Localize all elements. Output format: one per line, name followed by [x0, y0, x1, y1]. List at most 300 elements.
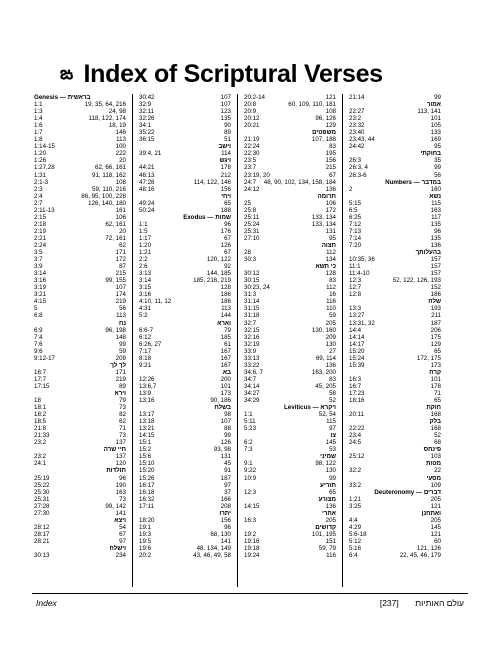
parsha-heading-label: לך לך: [110, 361, 126, 369]
verse-reference: 12:8: [349, 291, 362, 299]
verse-entry: [349, 552, 441, 559]
verse-reference: 3:19: [34, 284, 47, 292]
verse-entry: [139, 482, 231, 489]
page-references: 135: [430, 234, 441, 242]
page-references: 65: [329, 488, 336, 496]
verse-reference: 25:19: [34, 474, 50, 482]
verse-reference: 10:9: [244, 474, 257, 482]
verse-entry: [349, 496, 441, 503]
page-references: 99, 155: [105, 277, 126, 285]
verse-reference: 1:5: [139, 227, 148, 235]
parsha-heading-label: וישלח: [109, 545, 126, 552]
verse-entry: [139, 411, 231, 418]
page-references: 48, 134, 149: [196, 545, 231, 552]
verse-reference: 1:26: [34, 157, 47, 165]
verse-entry: [244, 390, 336, 397]
verse-entry: [349, 531, 441, 538]
verse-entry: [139, 524, 231, 531]
page-references: 79: [224, 326, 231, 334]
verse-entry: [244, 284, 336, 291]
page-references: 88: [224, 425, 231, 433]
book-heading-label: Genesis — בראשית: [34, 94, 91, 101]
page-references: 121: [430, 530, 441, 538]
verse-reference: 34:7: [244, 375, 257, 383]
page-references: 61: [224, 340, 231, 348]
verse-entry: [349, 129, 441, 136]
parsha-heading: [349, 475, 441, 482]
parsha-heading: [349, 193, 441, 200]
verse-entry: [34, 270, 126, 277]
verse-reference: 2:21: [34, 234, 47, 242]
verse-reference: 7:14: [349, 234, 362, 242]
verse-entry: [349, 467, 441, 474]
page-references: 113: [116, 136, 126, 144]
parsha-heading: [34, 362, 126, 369]
parsha-heading: [244, 510, 336, 517]
page-references: 95: [329, 234, 336, 242]
verse-reference: 23:2: [349, 115, 362, 123]
page-references: 116: [326, 298, 336, 306]
verse-entry: [244, 235, 336, 242]
parsha-heading-label: תולדות: [106, 467, 126, 475]
verse-reference: 18:16: [349, 397, 365, 405]
verse-reference: 26:3, 4: [349, 164, 368, 172]
verse-reference: 25:31: [244, 227, 260, 235]
page-references: 97: [224, 481, 231, 489]
page-references: 173: [220, 389, 231, 397]
verse-reference: 21:33: [34, 432, 50, 440]
page-references: 141: [115, 509, 126, 517]
verse-entry: [349, 390, 441, 397]
verse-entry: [34, 249, 126, 256]
page-references: 185, 216, 219: [193, 277, 231, 285]
verse-reference: 32:16: [244, 333, 260, 341]
verse-entry: [139, 390, 231, 397]
verse-entry: [244, 460, 336, 467]
verse-entry: [139, 341, 231, 348]
page-number: [237]: [379, 598, 399, 608]
verse-reference: 9:21: [139, 361, 152, 369]
verse-reference: 16:3: [244, 516, 257, 524]
page-references: 99, 142: [105, 502, 126, 510]
page-references: 131: [325, 227, 336, 235]
page-references: 126: [220, 439, 231, 447]
page-references: 91, 118, 162: [92, 171, 126, 179]
page-references: 87: [119, 263, 126, 271]
parsha-heading: [34, 467, 126, 474]
verse-entry: [244, 200, 336, 207]
page-references: 27: [329, 347, 336, 355]
page-references: 130, 160: [311, 326, 336, 334]
page-references: 67: [329, 171, 336, 179]
verse-entry: [34, 538, 126, 545]
verse-entry: [139, 327, 231, 334]
parsha-heading: [244, 242, 336, 249]
verse-entry: [244, 312, 336, 319]
page-references: 187: [430, 319, 441, 327]
book-heading-label: Numbers — במדבר: [385, 178, 441, 186]
verse-entry: [34, 179, 126, 186]
page-references: 62, 66, 161: [95, 164, 126, 172]
verse-entry: [244, 136, 336, 143]
verse-entry: [244, 270, 336, 277]
verse-reference: 22:30: [244, 150, 260, 158]
verse-entry: [139, 545, 231, 552]
verse-reference: 27:10: [244, 234, 260, 242]
verse-entry: [244, 411, 336, 418]
parsha-heading-label: מצורע: [318, 495, 336, 503]
verse-reference: 25:24: [244, 220, 260, 228]
verse-entry: [34, 404, 126, 411]
page-references: 126, 140, 180: [88, 199, 126, 207]
page-references: 73: [119, 404, 126, 412]
verse-entry: [349, 482, 441, 489]
verse-entry: [349, 305, 441, 312]
page-references: 130: [325, 467, 336, 475]
verse-entry: [139, 242, 231, 249]
verse-entry: [34, 348, 126, 355]
page-references: 62: [119, 418, 126, 426]
page-references: 121, 126: [416, 545, 441, 552]
verse-entry: [349, 263, 441, 270]
verse-entry: [34, 115, 126, 122]
page-references: 120: [115, 460, 126, 468]
verse-reference: 3:13: [139, 270, 152, 278]
verse-reference: 28:21: [34, 537, 50, 545]
page-references: 222: [115, 150, 126, 158]
verse-reference: 9:12-17: [34, 354, 55, 362]
parsha-heading: [349, 150, 441, 157]
verse-reference: 1:20: [139, 241, 152, 249]
verse-reference: 8:18: [139, 354, 152, 362]
verse-reference: 30:42: [139, 94, 155, 101]
verse-reference: 23:43, 44: [349, 136, 375, 144]
verse-reference: 19:2: [244, 530, 257, 538]
verse-reference: 10:35, 36: [349, 256, 375, 264]
parsha-heading-label: נח: [118, 319, 126, 327]
verse-entry: [244, 150, 336, 157]
verse-reference: 5: [34, 305, 38, 313]
parsha-heading: [34, 320, 126, 327]
verse-entry: [139, 221, 231, 228]
verse-reference: 2:19: [34, 227, 47, 235]
verse-reference: 3:16: [34, 277, 47, 285]
verse-entry: [349, 439, 441, 446]
parsha-heading-label: תצוה: [321, 241, 336, 249]
footer-hebrew-title: עולם האותיות: [415, 598, 464, 608]
column-divider: [132, 94, 133, 587]
verse-entry: [244, 298, 336, 305]
verse-entry: [349, 517, 441, 524]
verse-entry: [34, 524, 126, 531]
page-references: 211: [431, 312, 441, 320]
page-references: 118, 122, 174: [88, 115, 126, 123]
page-references: 212: [220, 171, 231, 179]
verse-entry: [34, 214, 126, 221]
verse-reference: 3:25: [349, 502, 362, 510]
page-references: 157: [430, 263, 441, 271]
page-references: 45: [224, 460, 231, 468]
verse-entry: [34, 235, 126, 242]
page-references: 100: [115, 143, 126, 151]
verse-entry: [349, 383, 441, 390]
parsha-heading-label: וישב: [218, 143, 231, 151]
verse-entry: [244, 143, 336, 150]
parsha-heading: [139, 157, 231, 164]
verse-entry: [349, 157, 441, 164]
verse-reference: 18:1: [34, 404, 47, 412]
verse-entry: [139, 101, 231, 108]
verse-entry: [244, 115, 336, 122]
verse-reference: 25:12: [349, 453, 365, 461]
page-references: 113: [221, 305, 231, 313]
parsha-heading: [349, 298, 441, 305]
verse-reference: 22:27: [349, 108, 365, 116]
verse-reference: 19:24: [244, 552, 260, 560]
verse-reference: 1:1: [139, 220, 148, 228]
verse-entry: [34, 263, 126, 270]
parsha-heading-label: קדושים: [315, 523, 336, 531]
page-references: 107: [220, 101, 231, 109]
verse-entry: [139, 235, 231, 242]
page-references: 115: [431, 199, 441, 207]
page-references: 43, 46, 49, 58: [193, 552, 231, 560]
verse-reference: 13:6,7: [139, 382, 157, 390]
verse-reference: 3:7: [34, 256, 43, 264]
page-references: 136: [325, 502, 336, 510]
page-references: 208: [220, 502, 231, 510]
page-references: 133, 134: [311, 213, 336, 221]
parsha-heading: [349, 369, 441, 376]
verse-entry: [349, 277, 441, 284]
verse-reference: 1:14-15: [34, 143, 55, 151]
verse-reference: 28:12: [34, 523, 50, 531]
page-references: 56: [119, 305, 126, 313]
page-references: 97: [329, 425, 336, 433]
verse-entry: [139, 503, 231, 510]
page-references: 128: [220, 284, 231, 292]
verse-reference: 39:4, 21: [139, 150, 162, 158]
verse-reference: 12:7: [349, 284, 362, 292]
verse-reference: 7:13: [349, 227, 362, 235]
verse-reference: 13:21: [139, 425, 155, 433]
verse-entry: [349, 143, 441, 150]
page-references: 129: [430, 340, 441, 348]
parsha-heading: [244, 524, 336, 531]
page-references: 161: [115, 206, 126, 214]
verse-reference: 34:1: [139, 122, 152, 130]
verse-reference: 14:15: [139, 432, 155, 440]
verse-reference: 7:17: [139, 347, 152, 355]
page-references: 167: [220, 354, 231, 362]
page-references: 234: [115, 552, 126, 560]
verse-reference: 20:2-14: [244, 94, 265, 101]
verse-entry: [34, 277, 126, 284]
page-references: 73: [119, 495, 126, 503]
parsha-heading: [349, 510, 441, 517]
verse-entry: [244, 277, 336, 284]
verse-reference: 24:42: [349, 143, 365, 151]
page-references: 188: [220, 206, 231, 214]
verse-reference: 15:1: [139, 439, 152, 447]
parsha-heading: [34, 517, 126, 524]
verse-entry: [349, 164, 441, 171]
verse-entry: [244, 475, 336, 482]
page-references: 156: [220, 185, 231, 193]
verse-reference: 4:29: [349, 523, 362, 531]
verse-reference: 4:15: [34, 298, 47, 306]
verse-reference: 19:16: [244, 537, 260, 545]
verse-reference: 5:6-18: [349, 530, 367, 538]
index-column-4: [349, 94, 441, 559]
parsha-heading-label: שלח: [428, 298, 441, 306]
verse-entry: [139, 129, 231, 136]
verse-reference: 36:15: [139, 136, 155, 144]
verse-entry: [139, 256, 231, 263]
verse-reference: 15:6: [139, 453, 152, 461]
verse-reference: 12:3: [244, 488, 257, 496]
verse-entry: [244, 552, 336, 559]
verse-entry: [34, 101, 126, 108]
page-references: 83: [329, 375, 336, 383]
page-references: 157: [430, 270, 441, 278]
verse-reference: 30:3: [244, 256, 257, 264]
page-references: 115: [326, 418, 336, 426]
verse-reference: 16:7: [349, 382, 362, 390]
verse-entry: [34, 172, 126, 179]
page-references: 90, 186: [210, 397, 231, 405]
page-references: 58: [329, 389, 336, 397]
verse-reference: 24:12: [244, 185, 260, 193]
parsha-heading: [349, 249, 441, 256]
verse-reference: 16:32: [139, 495, 155, 503]
verse-entry: [34, 531, 126, 538]
page-references: 48, 90, 102, 134, 158, 184: [263, 178, 336, 186]
verse-reference: 7:20: [349, 241, 362, 249]
verse-reference: 32:2: [349, 467, 362, 475]
page-references: 69, 114: [315, 354, 336, 362]
verse-entry: [244, 362, 336, 369]
page-references: 45, 205: [315, 382, 336, 390]
verse-entry: [139, 94, 231, 101]
verse-entry: [244, 545, 336, 552]
page-references: 101, 195: [311, 530, 336, 538]
verse-reference: 14:17: [349, 340, 365, 348]
verse-entry: [349, 172, 441, 179]
verse-entry: [34, 383, 126, 390]
page-references: 128: [325, 270, 336, 278]
verse-reference: 1:1: [34, 101, 43, 109]
page-references: 101: [430, 375, 441, 383]
verse-reference: 1:21: [139, 249, 152, 257]
verse-reference: 31:15: [244, 305, 260, 313]
verse-reference: 32:7: [244, 319, 257, 327]
page-references: 176: [220, 227, 231, 235]
page-references: 53: [329, 446, 336, 454]
verse-reference: 7:3: [244, 446, 253, 454]
verse-reference: 23:32: [349, 122, 365, 130]
verse-entry: [34, 136, 126, 143]
verse-reference: 3:21: [34, 291, 47, 299]
verse-reference: 30:13: [34, 552, 50, 560]
verse-entry: [244, 327, 336, 334]
verse-entry: [139, 552, 231, 559]
verse-entry: [244, 489, 336, 496]
index-column-1: [34, 94, 126, 559]
parsha-heading-label: בשלח: [214, 404, 231, 412]
page-references: 62: [119, 241, 126, 249]
footer-page-info: [380, 598, 464, 608]
verse-entry: [244, 517, 336, 524]
page-references: 107: [115, 284, 126, 292]
parsha-heading-label: נשא: [429, 192, 441, 200]
page-references: 99: [434, 94, 441, 101]
verse-entry: [139, 164, 231, 171]
verse-reference: 1:4: [34, 115, 43, 123]
page-references: 65: [434, 347, 441, 355]
verse-entry: [139, 418, 231, 425]
parsha-heading: [349, 460, 441, 467]
verse-entry: [34, 193, 126, 200]
verse-entry: [349, 538, 441, 545]
verse-reference: 1:17: [139, 234, 152, 242]
page-references: 186: [430, 291, 441, 299]
column-divider: [237, 94, 238, 587]
verse-entry: [34, 369, 126, 376]
verse-entry: [244, 397, 336, 404]
verse-reference: 23:7: [244, 164, 257, 172]
parsha-heading-label: וארא: [217, 319, 231, 327]
verse-entry: [244, 355, 336, 362]
verse-entry: [139, 277, 231, 284]
verse-reference: 15:10: [139, 460, 155, 468]
book-heading-label: Deuteronomy — דברים: [374, 488, 441, 496]
page-references: 110: [326, 305, 336, 313]
page-references: 16: [329, 291, 336, 299]
page-title-text: Index of Scriptural Verses: [83, 60, 383, 88]
page-references: 146: [115, 129, 126, 137]
verse-entry: [34, 164, 126, 171]
page-references: 219: [115, 298, 126, 306]
verse-entry: [349, 334, 441, 341]
verse-entry: [34, 157, 126, 164]
verse-reference: 32:9: [139, 101, 152, 109]
page-references: 73: [119, 432, 126, 440]
verse-entry: [244, 439, 336, 446]
verse-reference: 6:8: [34, 312, 43, 320]
verse-reference: 25: [244, 199, 251, 207]
verse-entry: [349, 524, 441, 531]
verse-entry: [34, 228, 126, 235]
page-references: 141: [220, 537, 231, 545]
verse-entry: [34, 312, 126, 319]
verse-reference: 6:5: [349, 206, 358, 214]
verse-reference: 28:17: [34, 530, 50, 538]
page-references: 68, 130: [210, 530, 231, 538]
page-references: 167: [220, 347, 231, 355]
page-references: 96: [224, 523, 231, 531]
page-references: 71: [119, 425, 126, 433]
verse-entry: [139, 115, 231, 122]
verse-reference: 18:20: [139, 516, 155, 524]
page-references: 172: [115, 256, 126, 264]
page-references: 112: [326, 249, 336, 257]
page-references: 160: [430, 185, 441, 193]
verse-reference: 15:2: [139, 446, 152, 454]
verse-entry: [349, 207, 441, 214]
verse-entry: [139, 425, 231, 432]
verse-entry: [349, 355, 441, 362]
